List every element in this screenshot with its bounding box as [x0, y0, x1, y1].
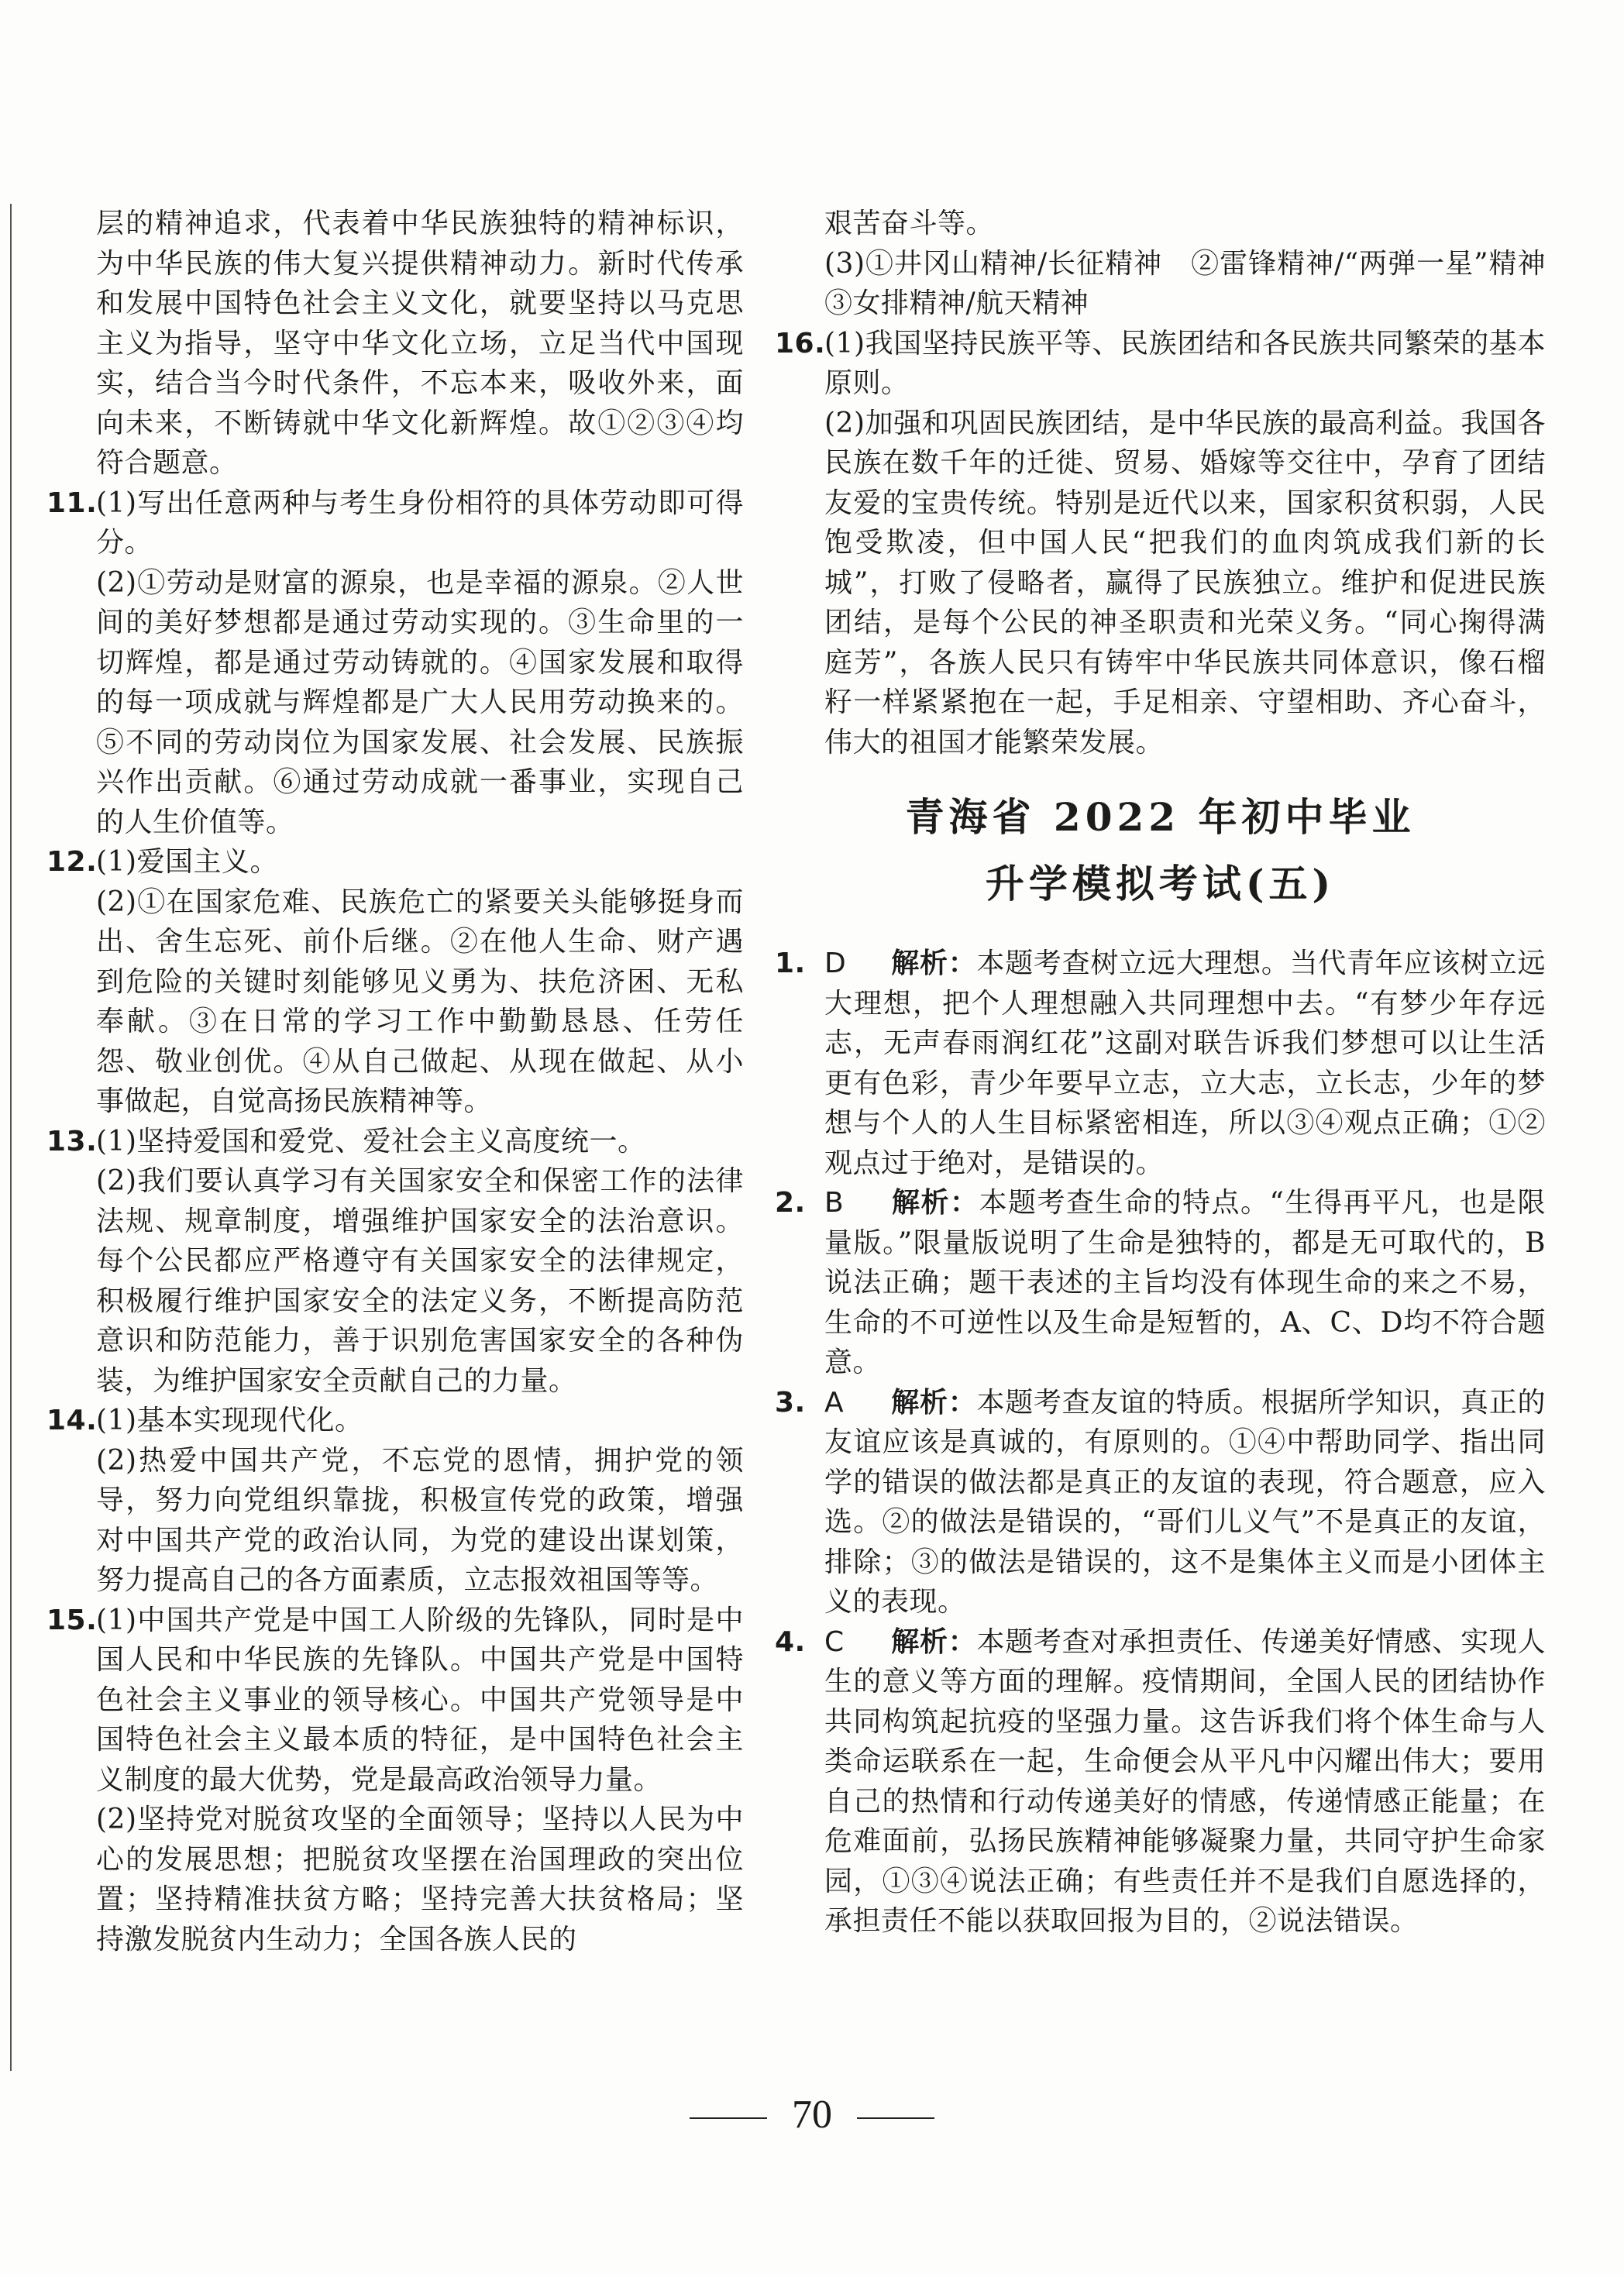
answer-item — [46, 842, 744, 1122]
analysis-label: 解析： — [891, 947, 977, 979]
answer-letter: A — [824, 1386, 845, 1419]
choice-answer-item — [775, 1622, 1546, 1942]
continuation-text: 艰苦奋斗等。 — [824, 208, 995, 239]
answer-paragraph — [824, 1622, 1546, 1942]
answer-paragraph: (2)①在国家危难、民族危亡的紧要关头能够挺身而出、舍生忘死、前仆后继。②在他人生命、财产遇到危险的关键时刻能够见义勇为、扶危济困、无私奉献。③在日常的学习工作中勤勤恳恳、任劳任怨、敬业创优。④从自己做起、从现在做起、从小事做起，自觉高扬民族精神等。 — [96, 886, 744, 1117]
analysis-label: 解析： — [891, 1385, 977, 1419]
answer-paragraph: (1)我国坚持民族平等、民族团结和各民族共同繁荣的基本原则。 — [824, 327, 1546, 399]
analysis-text: 本题考查树立远大理想。当代青年应该树立远大理想，把个人理想融入共同理想中去。“有梦少年存远志，无声春雨润红花”这副对联告诉我们梦想可以让生活更有色彩，青少年要早立志，立大志，立长志，少年的梦想与个人的人生目标紧密相连，所以③④观点正确；①②观点过于绝对，是错误的。 — [824, 948, 1546, 1179]
analysis-text: 本题考查对承担责任、传递美好情感、实现人生的意义等方面的理解。疫情期间，全国人民的团结协作共同构筑起抗疫的坚强力量。这告诉我们将个体生命与人类命运联系在一起，生命便会从平凡中闪耀出伟大；要用自己的热情和行动传递美好的情感，传递情感正能量；在危难面前，弘扬民族精神能够凝聚力量，共同守护生命家园，①③④说法正确；有些责任并不是我们自愿选择的，承担责任不能以获取回报为目的，②说法错误。 — [824, 1625, 1546, 1937]
answer-paragraph: (1)写出任意两种与考生身份相符的具体劳动即可得分。 — [96, 487, 744, 559]
answer-paragraph: (2)①劳动是财富的源泉，也是幸福的源泉。②人世间的美好梦想都是通过劳动实现的。③生命里的一切辉煌，都是通过劳动铸就的。④国家发展和取得的每一项成就与辉煌都是广大人民用劳动换来的。⑤不同的劳动岗位为国家发展、社会发展、民族振兴作出贡献。⑥通过劳动成就一番事业，实现自己的人生价值等。 — [96, 566, 744, 838]
item-number: 16. — [775, 327, 826, 359]
answer-paragraph: (1)基本实现现代化。 — [96, 1405, 363, 1436]
choice-answer-item — [775, 1183, 1546, 1383]
answer-letter: B — [824, 1187, 845, 1219]
analysis-label: 解析： — [891, 1625, 977, 1658]
page-number — [0, 2092, 1624, 2138]
answer-paragraph: (2)坚持党对脱贫攻坚的全面领导；坚持以人民为中心的发展思想；把脱贫攻坚摆在治国理政的突出位置；坚持精准扶贫方略；坚持完善大扶贫格局；坚持激发脱贫内生动力；全国各族人民的 — [96, 1804, 744, 1955]
answer-paragraph: (2)热爱中国共产党，不忘党的恩情，拥护党的领导，努力向党组织靠拢，积极宣传党的政策，增强对中国共产党的政治认同，为党的建设出谋划策，努力提高自己的各方面素质，立志报效祖国等等。 — [96, 1444, 744, 1596]
section-title — [775, 784, 1546, 917]
right-column — [775, 204, 1574, 1942]
answer-paragraph: (1)坚持爱国和爱党、爱社会主义高度统一。 — [96, 1125, 646, 1157]
answer-list-right — [775, 944, 1546, 1942]
page-number-rule-right — [857, 2117, 934, 2119]
item-number: 2. — [775, 1187, 806, 1219]
page-number-rule-left — [690, 2117, 767, 2119]
answer-letter: D — [824, 948, 847, 979]
answer-paragraph: (1)爱国主义。 — [96, 846, 278, 878]
answer-item — [46, 1122, 744, 1402]
item-number: 3. — [775, 1386, 806, 1419]
continuation-text: (3)①井冈山精神/长征精神 ②雷锋精神/“两弹一星”精神 ③女排精神/航天精神 — [824, 247, 1574, 319]
left-column — [46, 204, 744, 1959]
answer-paragraph: (2)加强和巩固民族团结，是中华民族的最高利益。我国各民族在数千年的迁徙、贸易、婚嫁等交往中，孕育了团结友爱的宝贵传统。特别是近代以来，国家积贫积弱，人民饱受欺凌，但中国人民“把我们的血肉筑成我们新的长城”，打败了侵略者，赢得了民族独立。维护和促进民族团结，是每个公民的神圣职责和光荣义务。“同心掬得满庭芳”，各族人民只有铸牢中华民族共同体意识，像石榴籽一样紧紧抱在一起，手足相亲、守望相助、齐心奋斗，伟大的祖国才能繁荣发展。 — [824, 407, 1546, 758]
choice-answer-item — [775, 944, 1546, 1183]
section-title-line: 青海省 2022 年初中毕业 — [905, 794, 1416, 840]
item-number: 13. — [46, 1125, 98, 1157]
section-title-line: 升学模拟考试(五) — [985, 861, 1336, 906]
item-number: 14. — [46, 1405, 98, 1436]
item-number: 12. — [46, 846, 98, 878]
item-number: 4. — [775, 1625, 806, 1658]
analysis-text: 本题考查生命的特点。“生得再平凡，也是限量版。”限量版说明了生命是独特的，都是无可取代的，B说法正确；题干表述的主旨均没有体现生命的来之不易，生命的不可逆性以及生命是短暂的，A、C、D均不符合题意。 — [824, 1187, 1546, 1378]
column-rule — [10, 204, 12, 2071]
analysis-label: 解析： — [891, 1186, 979, 1219]
answer-letter: C — [824, 1625, 845, 1658]
analysis-text: 本题考查友谊的特质。根据所学知识，真正的友谊应该是真诚的，有原则的。①④中帮助同学、指出同学的错误的做法都是真正的友谊的表现，符合题意，应入选。②的做法是错误的，“哥们儿义气”不是真正的友谊，排除；③的做法是错误的，这不是集体主义而是小团体主义的表现。 — [824, 1386, 1546, 1618]
item-number: 1. — [775, 948, 806, 979]
answer-item-16 — [775, 324, 1546, 763]
answer-item — [46, 1401, 744, 1601]
page-number-text: 70 — [792, 2093, 832, 2137]
answer-paragraph: (1)中国共产党是中国工人阶级的先锋队，同时是中国人民和中华民族的先锋队。中国共产党是中国特色社会主义事业的领导核心。中国共产党领导是中国特色社会主义最本质的特征，是中国特色社会主义制度的最大优势，党是最高政治领导力量。 — [96, 1604, 744, 1796]
continuation-block — [775, 204, 1574, 324]
answer-paragraph — [824, 944, 1546, 1183]
answer-paragraph — [824, 1383, 1546, 1622]
choice-answer-item — [775, 1383, 1546, 1622]
item-number: 11. — [46, 487, 98, 519]
answer-item — [46, 1601, 744, 1960]
answer-list-left — [46, 483, 744, 1960]
continuation-text: 层的精神追求，代表着中华民族独特的精神标识，为中华民族的伟大复兴提供精神动力。新时代传承和发展中国特色社会主义文化，就要坚持以马克思主义为指导，坚守中华文化立场，立足当代中国现实，结合当今时代条件，不忘本来，吸收外来，面向未来，不断铸就中华文化新辉煌。故①②③④均符合题意。 — [96, 208, 744, 479]
item-number: 15. — [46, 1604, 98, 1636]
answer-paragraph: (2)我们要认真学习有关国家安全和保密工作的法律法规、规章制度，增强维护国家安全的法治意识。每个公民都应严格遵守有关国家安全的法律规定，积极履行维护国家安全的法定义务，不断提高防范意识和防范能力，善于识别危害国家安全的各种伪装，为维护国家安全贡献自己的力量。 — [96, 1165, 744, 1397]
answer-paragraph — [824, 1183, 1546, 1383]
answer-item — [46, 483, 744, 843]
